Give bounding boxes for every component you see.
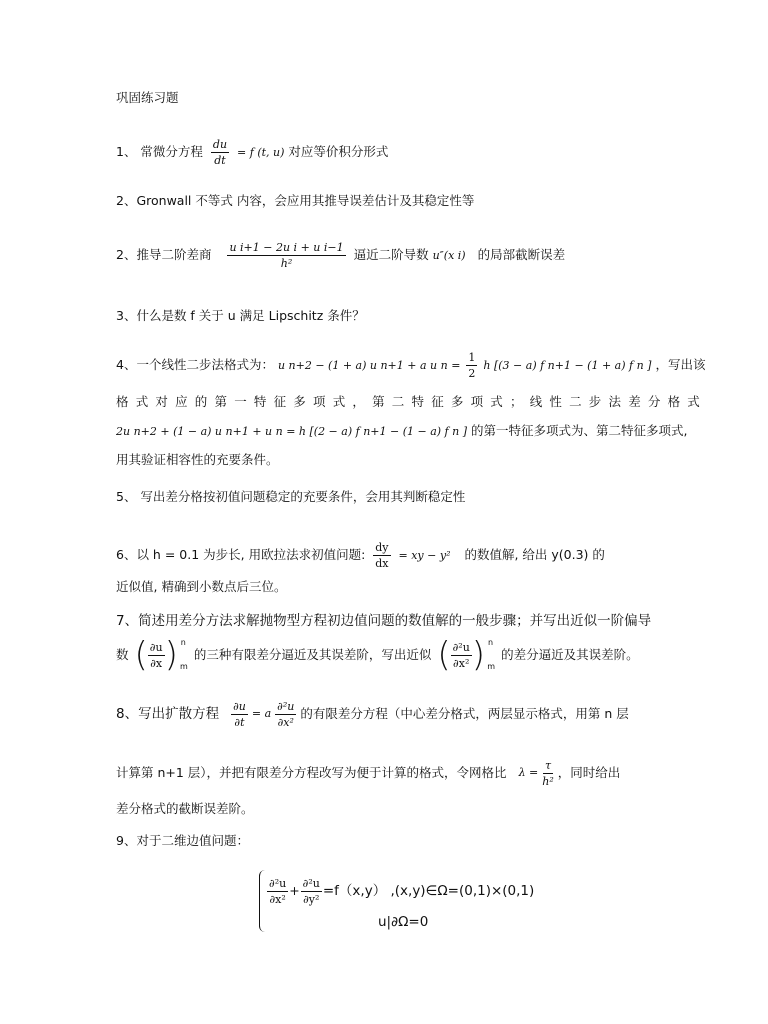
q7-p1-lparen: (: [134, 635, 148, 675]
q7-mid: 的三种有限差分逼近及其误差阶，写出近似: [193, 647, 432, 662]
q6-frac-den: dx: [375, 557, 389, 570]
q8-lambda: λ =: [518, 766, 539, 779]
q9-a-den: ∂x²: [269, 892, 286, 906]
q8-prefix: 8、写出扩散方程: [116, 706, 220, 722]
q9-eq1-frac-b: [301, 876, 322, 907]
q4-lhs: u n+2 − (1 + a) u n+1 + a u n =: [277, 359, 461, 372]
q8-l-num: ∂u: [233, 699, 246, 713]
q7-p2-rparen: ): [471, 635, 486, 675]
q7-p2-den: ∂x²: [453, 656, 470, 670]
q7-p1-frac: [148, 640, 165, 671]
q4-prefix: 4、一个线性二步法格式为：: [116, 357, 274, 372]
q4-line3-text: 的第一特征多项式为、第二特征多项式,: [470, 423, 688, 438]
question-8-line3: 差分格式的截断误差阶。: [116, 801, 254, 816]
q9-plus: +: [289, 883, 300, 898]
q7-p1-rparen: ): [164, 635, 178, 675]
question-8-line2: [116, 757, 658, 789]
question-4-line2: 格式对应的第一特征多项式，第二特征多项式；线性二步法差分格式: [116, 394, 708, 409]
q4-half-den: 2: [468, 367, 476, 380]
q7-p1-sup: n: [180, 638, 186, 647]
q8-rhs-frac: [275, 699, 296, 730]
q9-equation-2: u|∂Ω=0: [378, 914, 429, 930]
q8-grid-ratio: [540, 758, 556, 789]
q9-eq1-frac-a: [267, 876, 288, 907]
question-2b: [116, 240, 658, 271]
q6-frac-num: dy: [375, 541, 389, 554]
q2b-mid: 逼近二阶导数: [353, 247, 429, 262]
q9-equation-1: [266, 874, 658, 908]
q7-p1-sub: m: [180, 662, 188, 671]
q4-line3-math: 2u n+2 + (1 − a) u n+1 + u n = h [(2 − a) f n+1 − (1 − a) f n ]: [116, 425, 467, 438]
q2b-frac-den: h²: [280, 257, 293, 270]
question-3: 3、什么是数 f 关于 u 满足 Lipschitz 条件？: [116, 308, 365, 323]
q6-rhs: = xy − y²: [398, 549, 451, 562]
q7-p1-den: ∂x: [150, 656, 163, 670]
q2b-suffix: 的局部截断误差: [477, 247, 566, 262]
q9-b-num: ∂²u: [302, 876, 320, 890]
q8-r-num: ∂²u: [277, 699, 295, 713]
q9-b-den: ∂y²: [303, 892, 320, 906]
question-6-line2: 近似值, 精确到小数点后三位。: [116, 579, 287, 594]
q6-fraction: [373, 540, 390, 571]
q7-p2-sup: n: [487, 638, 494, 647]
question-9: 9、对于二维边值问题：: [116, 833, 249, 848]
question-4-line4: 用其验证相容性的充要条件。: [116, 452, 279, 467]
q8-r-den: ∂x²: [277, 715, 294, 729]
question-8-line1: [116, 696, 658, 732]
question-4-line3: [116, 422, 688, 441]
page-title: 巩固练习题: [116, 90, 179, 105]
q6-suffix: 的数值解, 给出 y(0.3) 的: [464, 547, 605, 562]
q7-p2-frac: [451, 640, 472, 671]
q7-suffix: 的差分逼近及其误差阶。: [501, 647, 639, 662]
q2b-frac-num: u i+1 − 2u i + u i−1: [229, 241, 344, 254]
q7-prefix: 数: [116, 647, 129, 662]
q8-h2: h²: [542, 774, 554, 788]
q4-half: [466, 350, 477, 381]
q1-rhs: = f (t, u): [237, 146, 285, 159]
q8-l-den: ∂t: [234, 715, 245, 729]
q1-frac-num: du: [212, 138, 228, 151]
q9-eq1-rhs: =f（x,y） ,(x,y)∈Ω=(0,1)×(0,1): [322, 883, 535, 899]
q7-partial-1: [134, 635, 188, 675]
q8-line2-prefix: 计算第 n+1 层），并把有限差分方程改写为便于计算的格式，令网格比: [116, 765, 507, 780]
q4-rhs: h [(3 − a) f n+1 − (1 + a) f n ]: [483, 359, 652, 372]
q8-eq: = a: [251, 707, 272, 720]
q8-lhs-frac: [231, 699, 248, 730]
q2b-fraction: [227, 240, 345, 271]
question-1: [116, 137, 658, 168]
q8-suffix: 的有限差分方程（中心差分格式，两层显示格式，用第 n 层: [300, 706, 629, 721]
q8-tau: τ: [544, 758, 552, 772]
q7-p1-num: ∂u: [149, 640, 163, 654]
q7-p2-lparen: (: [437, 635, 451, 675]
q7-partial-2: [437, 635, 496, 675]
q1-frac-den: dt: [214, 154, 226, 167]
q8-line2-suffix: ，同时给出: [557, 765, 621, 780]
q9-a-num: ∂²u: [269, 876, 287, 890]
q1-prefix: 1、 常微分方程: [116, 144, 203, 159]
q6-prefix: 6、以 h = 0.1 为步长, 用欧拉法求初值问题:: [116, 547, 366, 562]
q1-suffix: 对应等价积分形式: [288, 144, 389, 159]
q7-p2-num: ∂²u: [452, 640, 470, 654]
question-6-line1: [116, 540, 658, 571]
q2b-deriv: u″(x i): [432, 249, 466, 262]
question-5: 5、 写出差分格按初值问题稳定的充要条件，会用其判断稳定性: [116, 489, 466, 504]
q4-half-num: 1: [468, 351, 476, 364]
question-2a: 2、Gronwall 不等式 内容，会应用其推导误差估计及其稳定性等: [116, 193, 475, 208]
question-7-line2: [116, 637, 658, 673]
question-4-line1: [116, 350, 706, 381]
q2b-prefix: 2、推导二阶差商: [116, 247, 212, 262]
q7-p2-sub: m: [487, 662, 496, 671]
question-7-line1: 7、简述用差分方法求解抛物型方程初边值问题的数值解的一般步骤；并写出近似一阶偏导: [116, 613, 652, 629]
q1-fraction: [211, 137, 229, 168]
q4-suffix: ，写出该: [655, 357, 706, 372]
